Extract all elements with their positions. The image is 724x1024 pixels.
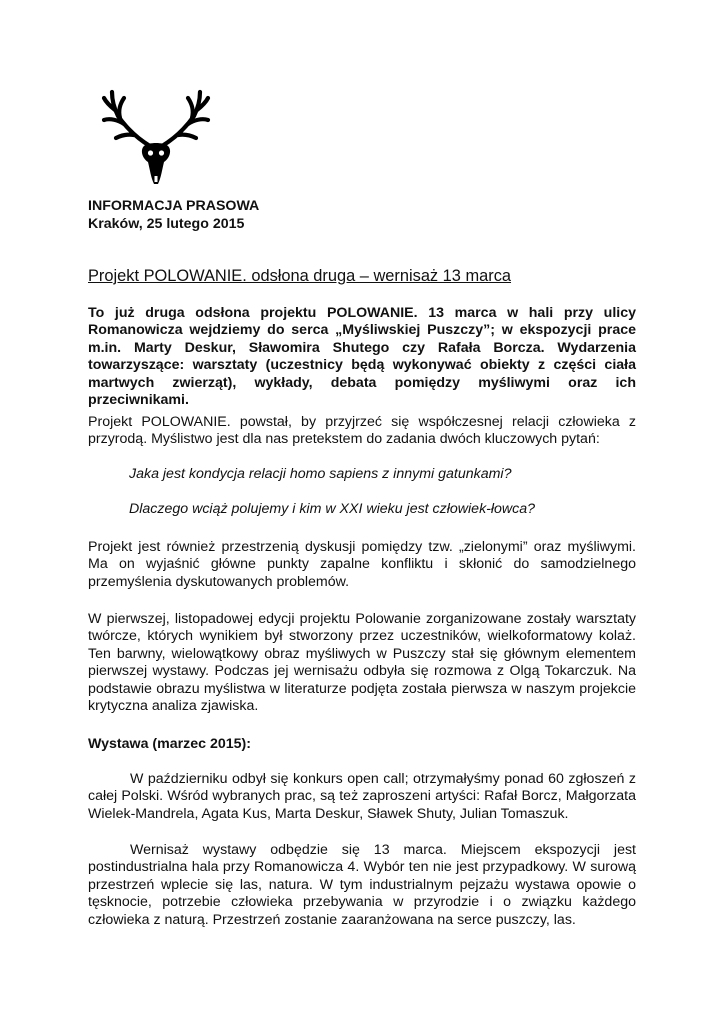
lead-paragraph: To już druga odsłona projektu POLOWANIE. 13 marca w hali przy ulicy Romanowicza wejdziemy do serca „Myśliwskiej Puszczy”; w ekspozycji prace m.in. Marty Deskur, Sławomira Shutego czy Rafała Borcza. Wydarzenia towarzyszące: warsztaty (uczestnicy będą wykonywać obiekty z części ciała martwych zwierząt), wykłady, debata pomiędzy myśliwymi oraz ich przeciwnikami. xyxy=(88,305,636,409)
section-heading: Wystawa (marzec 2015): xyxy=(88,736,251,752)
key-question-1: Jaka jest kondycja relacji homo sapiens z innymi gatunkami? xyxy=(129,466,512,482)
release-date: Kraków, 25 lutego 2015 xyxy=(88,216,245,232)
vernissage-paragraph: Wernisaż wystawy odbędzie się 13 marca. Miejscem ekspozycji jest postindustrialna hala przy Romanowicza 4. Wybór ten nie jest przypadkowy. W surową przestrzeń wplecie się las, natura. W tym industrialnym pejzażu wystawa opowie o tęsknocie, potrzebie człowieka przebywania w przyrodzie i o związku każdego człowieka z naturą. Przestrzeń zostanie zaaranżowana na serce puszczy, las. xyxy=(88,842,636,928)
intro-paragraph: Projekt POLOWANIE. powstał, by przyjrzeć się współczesnej relacji człowieka z przyrodą. Myślistwo jest dla nas pretekstem do zadania dwóch kluczowych pytań: xyxy=(88,414,636,448)
deer-skull-antlers-logo xyxy=(100,88,212,188)
discussion-paragraph: Projekt jest również przestrzenią dyskusji pomiędzy tzw. „zielonymi” oraz myśliwymi. Ma on wyjaśnić główne punkty zapalne konfliktu i skłonić do samodzielnego przemyślenia dyskutowanych problemów. xyxy=(88,539,636,590)
key-question-2: Dlaczego wciąż polujemy i kim w XXI wieku jest człowiek-łowca? xyxy=(129,501,536,517)
page-title: Projekt POLOWANIE. odsłona druga – wernisaż 13 marca xyxy=(88,267,512,285)
press-release-label: INFORMACJA PRASOWA xyxy=(88,198,260,214)
first-edition-paragraph: W pierwszej, listopadowej edycji projektu Polowanie zorganizowane zostały warsztaty twórcze, których wynikiem był stworzony przez uczestników, wielkoformatowy kolaż. Ten barwny, wielowątkowy obraz myśliwych w Puszczy stał się głównym elementem pierwszej wystawy. Podczas jej wernisażu odbyła się rozmowa z Olgą Tokarczuk. Na podstawie obrazu myślistwa w literaturze podjęta została pierwsza w naszym projekcie krytyczna analiza zjawiska. xyxy=(88,611,636,715)
open-call-paragraph: W październiku odbył się konkurs open call; otrzymałyśmy ponad 60 zgłoszeń z całej Polski. Wśród wybranych prac, są też zaproszeni artyści: Rafał Borcz, Małgorzata Wielek-Mandrela, Agata Kus, Marta Deskur, Sławek Shuty, Julian Tomaszuk. xyxy=(88,771,636,822)
